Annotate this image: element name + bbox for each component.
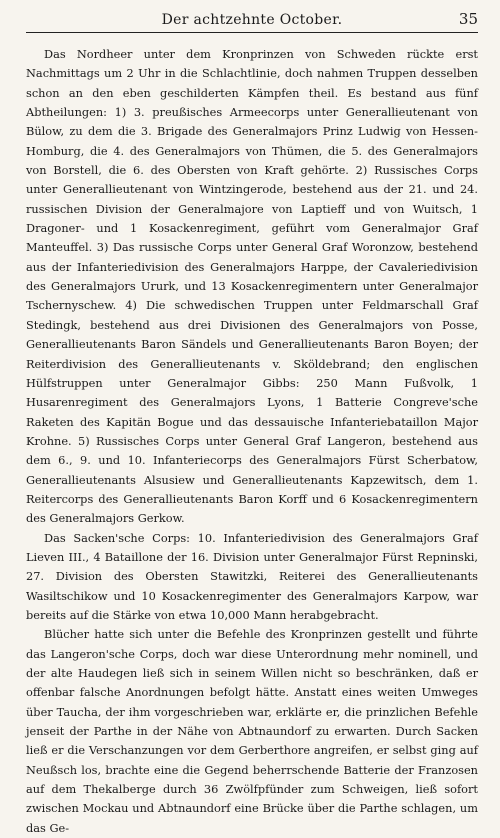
running-title: Der achtzehnte October. [161,12,343,28]
paragraph-army-composition: Das Nordheer unter dem Kronprinzen von Schweden rückte erst Nachmittags um 2 Uhr in die Schlachtlinie, doch nahmen Truppen desselben schon an den eben geschilderten Kämpfen theil. Es bestand aus fünf Abtheilungen: 1) 3. preußisches Armeecorps unter Generallieutenant von Bülow, zu dem die 3. Brigade des Generalmajors Prinz Ludwig von Hessen-Homburg, die 4. des Generalmajors von Thümen, die 5. des Generalmajors von Borstell, die 6. des Obersten von Kraft gehörte. 2) Russisches Corps unter Generallieutenant von Wintzingerode, bestehend aus der 21. und 24. russischen Division der Generalmajore von Laptieff und von Wuitsch, 1 Dragoner- und 1 Kosackenregiment, geführt vom Generalmajor Graf Manteuffel. 3) Das russische Corps unter General Graf Woronzow, bestehend aus der Infanteriedivision des Generalmajors Harppe, der Cavaleriedivision des Generalmajors Ururk, und 13 Kosackenregimentern unter Generalmajor Tschernyschew. 4) Die schwedischen Truppen unter Feldmarschall Graf Stedingk, bestehend aus drei Divisionen des Generalmajors von Posse, Generallieutenants Baron Sändels und Generallieutenants Baron Boyen; der Reiterdivision des Generallieutenants v. Sköldebrand; den englischen Hülfstruppen unter Generalmajor Gibbs: 250 Mann Fußvolk, 1 Husarenregiment des Generalmajors Lyons, 1 Batterie Congreve'sche Raketen des Kapitän Bogue und das dessauische Infanteriebataillon Major Krohne. 5) Russisches Corps unter General Graf Langeron, bestehend aus dem 6., 9. und 10. Infanteriecorps des Generalmajors Fürst Scherbatow, Generallieutenants Alsusiew und Generallieutenants Kapzewitsch, dem 1. Reitercorps des Generallieutenants Baron Korff und 6 Kosackenregimentern des Generalmajors Gerkow. [26,47,478,526]
running-header [26,10,478,33]
paragraph-sacken-corps: Das Sacken'sche Corps: 10. Infanteriedivision des Generalmajors Graf Lieven III., 4 Bataillone der 16. Division unter Generalmajor Fürst Repninski, 27. Division des Obersten Stawitzki, Reiterei des Generallieutenants Wasiltschikow und 10 Kosackenregimenter des Generalmajors Karpow, war bereits auf die Stärke von etwa 10,000 Mann herabgebracht. [26,530,478,622]
page-number: 35 [458,10,478,28]
paragraph-bluecher: Blücher hatte sich unter die Befehle des Kronprinzen gestellt und führte das Langeron'sche Corps, doch war diese Unterordnung mehr nominell, und der alte Haudegen ließ sich in seinem Willen nicht so beschränken, daß er offenbar falsche Anordnungen befolgt hätte. Anstatt eines weiten Umweges über Taucha, der ihm vorgeschrieben war, erklärte er, die prinzlichen Befehle jenseit der Parthe in der Nähe von Abtnaundorf zu erwarten. Durch Sacken ließ er die Verschanzungen vor dem Gerberthore angreifen, er selbst ging auf Neußsch los, brachte eine die Gegend beherrschende Batterie der Franzosen auf dem Thekalberge durch 36 Zwölfpfünder zum Schweigen, ließ sofort zwischen Mockau und Abtnaundorf eine Brücke über die Parthe schlagen, um das Ge- [26,627,478,835]
page-body [26,45,478,838]
